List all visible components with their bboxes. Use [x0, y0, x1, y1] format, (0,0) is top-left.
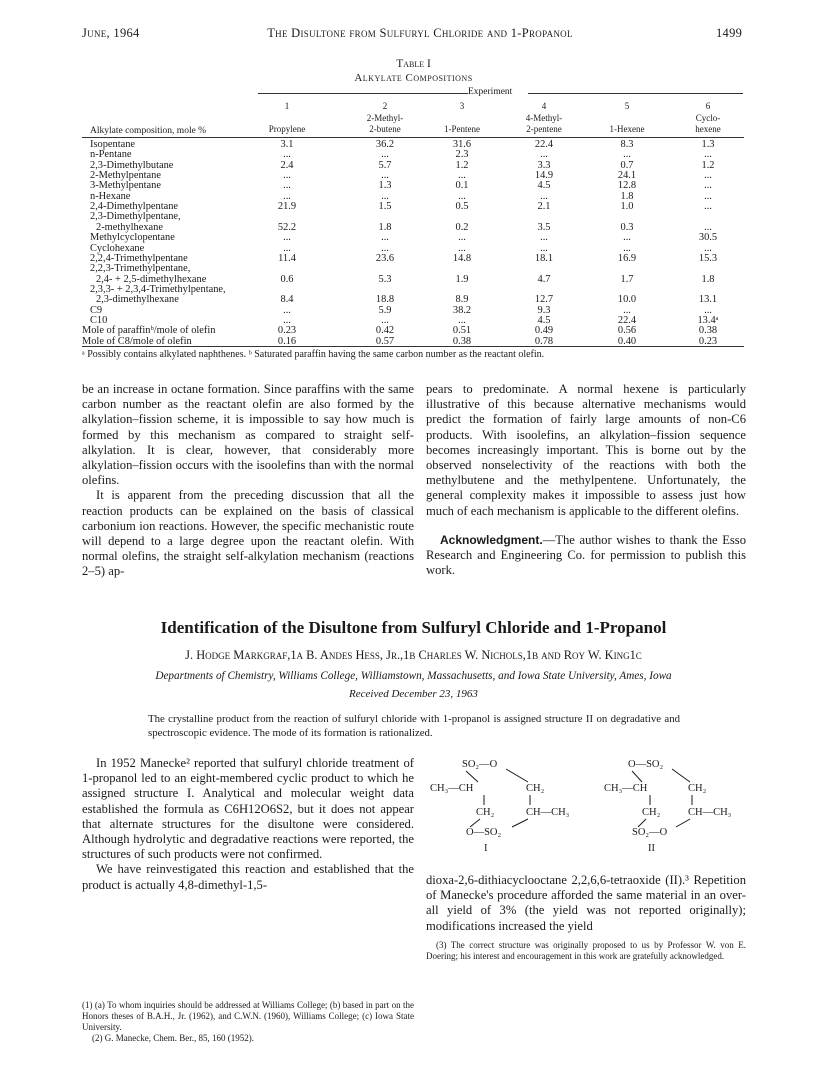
row-label: 2,3-Dimethylbutane	[90, 159, 174, 171]
table-cell: ...	[623, 149, 631, 161]
article-affiliation: Departments of Chemistry, Williams College, Williamstown, Massachusetts, and Iowa State University, Ames, Iowa	[155, 670, 672, 682]
table-cell: 30.5	[698, 232, 718, 244]
paragraph: In 1952 Manecke² reported that sulfuryl chloride treatment of 1-propanol led to an eight-membered cyclic product to which he assigned structure I. Analytical and molecular weight data established the formula as C6H12O6S2, but it does not appear that alternate structures for the disultone were considered. Although hydrolytic and degradative reactions were reported, the structures of such products were not confirmed.	[82, 756, 414, 862]
row-label: Cyclohexane	[90, 242, 145, 254]
table-cell: 38.2	[452, 304, 472, 316]
table-cell: 8.4	[280, 294, 294, 306]
table-cell: 0.51	[452, 325, 472, 337]
table-cell: ...	[623, 304, 631, 316]
table-cell: ...	[381, 242, 389, 254]
table-cell: 1.3	[378, 180, 392, 192]
paragraph: It is apparent from the preceding discussion that all the reaction products can be explained on the basis of classical carbonium ion reactions. However, the specific mechanistic route will depend to a large degree upon the reactant olefin. With normal olefins, the straight self-alkylation mechanism (reactions 2–5) ap-	[82, 488, 414, 579]
table-cell: 2.4	[280, 159, 294, 171]
structure-diagrams	[426, 755, 746, 867]
table-cell: ...	[540, 242, 548, 254]
table-cell: 3.3	[537, 159, 551, 171]
table-cell: ...	[704, 180, 712, 192]
article-authors: J. Hodge Markgraf,1a B. Andes Hess, Jr.,1b Charles W. Nichols,1b and Roy W. King1c	[185, 648, 642, 662]
table-footnote: ᵃ Possibly contains alkylated naphthenes. ᵇ Saturated paraffin having the same carbon number as the reactant olefin.	[82, 349, 545, 360]
table-cell: 0.1	[455, 180, 469, 192]
column-name: 2-Methyl- 2-butene	[366, 113, 404, 134]
row-header: Alkylate composition, mole %	[90, 126, 207, 136]
table-cell: ...	[540, 232, 548, 244]
paragraph: be an increase in octane formation. Since paraffins with the same carbon number as the reactant olefin are also formed by the alkylation–fission scheme, it is impossible to say how much is formed by this mechanism as compared to straight self-alkylation. It is clear, however, that considerably more alkylation–fission occurs with the isoolefins than with the normal olefins.	[82, 382, 414, 488]
table-cell: ...	[704, 221, 712, 233]
row-label: Methylcyclopentane	[90, 232, 175, 244]
table-cell: 0.40	[617, 335, 637, 347]
table-cell: ...	[704, 149, 712, 161]
row-label: Mole of paraffinᵇ/mole of olefin	[82, 325, 216, 337]
struct-I-atom: O—SO₂	[466, 827, 502, 838]
column-number: 3	[459, 101, 465, 111]
article-right-column	[426, 873, 746, 934]
table-cell: 0.56	[617, 325, 637, 337]
table-cell: 0.23	[277, 325, 297, 337]
column-number: 2	[382, 101, 388, 111]
received-date: Received December 23, 1963	[349, 688, 478, 700]
row-label: 2,2,4-Trimethylpentane	[90, 252, 188, 264]
table-cell: ...	[704, 190, 712, 202]
abstract: The crystalline product from the reaction of sulfuryl chloride with 1-propanol is assigned structure II on degradative and spectroscopic evidence. The mode of its formation is rationalized.	[148, 713, 680, 739]
table-cell: ...	[283, 242, 291, 254]
row-label: 2,3-dimethylhexane	[96, 294, 179, 306]
table-cell: ...	[283, 314, 291, 326]
table-cell: 5.3	[378, 273, 392, 285]
table-cell: 0.3	[620, 221, 634, 233]
column-name: Propylene	[268, 124, 306, 134]
table-cell: ...	[458, 242, 466, 254]
page-number: 1499	[716, 26, 743, 40]
paragraph: pears to predominate. A normal hexene is particularly illustrative of this because alternative mechanisms would predict the formation of fairly large amounts of non-C6 products. With isoolefins, an alkylation–fission sequence becomes increasingly important. This is borne out by the observed nonselectivity of the reactions with both the methylbutene and the methylpentene. Unfortunately, the general complexity makes it impossible to assess just how much of each mechanism is applicable to the different olefins.	[426, 382, 746, 518]
table-cell: 2.1	[537, 201, 551, 213]
body-right-column	[426, 382, 746, 578]
column-number: 5	[624, 101, 630, 111]
table-cell: 52.2	[277, 221, 297, 233]
table-cell: 0.2	[455, 221, 469, 233]
table-cell: 4.5	[537, 314, 551, 326]
table-cell: 21.9	[277, 201, 297, 213]
table-cell: ...	[458, 190, 466, 202]
table-cell: ...	[283, 304, 291, 316]
table-cell: 18.1	[534, 252, 554, 264]
table-cell: 2.3	[455, 149, 469, 161]
table-cell: 31.6	[452, 139, 472, 150]
acknowledgment-heading: Acknowledgment.	[440, 532, 543, 547]
row-label: 2,3,3- + 2,3,4-Trimethylpentane,	[90, 283, 226, 295]
column-name: 4-Methyl- 2-pentene	[525, 113, 563, 134]
experiment-label: Experiment	[468, 87, 513, 97]
table-cell: ...	[381, 232, 389, 244]
table-cell: ...	[704, 201, 712, 213]
table-cell: ...	[540, 149, 548, 161]
footnote: (1) (a) To whom inquiries should be addressed at Williams College; (b) based in part on the Honors theses of B.A.H., Jr. (1962), and C.W.N. (1960), Williams College; (c) Iowa State University.	[82, 1000, 414, 1032]
table-cell: ...	[283, 232, 291, 244]
table-cell: 4.5	[537, 180, 551, 192]
table-cell: 0.38	[452, 335, 472, 347]
table-cell: ...	[381, 149, 389, 161]
row-label: 2,3-Dimethylpentane,	[90, 211, 181, 223]
article-title: Identification of the Disultone from Sulfuryl Chloride and 1-Propanol	[160, 618, 667, 637]
row-label: 2,4-Dimethylpentane	[90, 201, 179, 213]
table-cell: ...	[381, 190, 389, 202]
table-cell: ...	[283, 190, 291, 202]
table-bottom-rule	[82, 346, 744, 347]
footnote: (2) G. Manecke, Chem. Ber., 85, 160 (1952).	[92, 1033, 254, 1043]
struct-I-atom: CH₂	[476, 807, 495, 818]
table-cell: 23.6	[375, 252, 395, 264]
struct-II-atom: CH₃—CH	[604, 783, 648, 794]
table-cell: 10.0	[617, 294, 637, 306]
table-cell: 1.7	[620, 273, 634, 285]
row-label: Isopentane	[90, 139, 136, 150]
table-cell: 22.4	[617, 314, 637, 326]
table-cell: 0.57	[375, 335, 395, 347]
table-cell: 0.49	[534, 325, 554, 337]
body-left-column	[82, 382, 414, 580]
table-cell: 1.8	[620, 190, 634, 202]
table-cell: 13.1	[698, 294, 718, 306]
table-cell: ...	[623, 242, 631, 254]
table-cell: 1.8	[378, 221, 392, 233]
table-cell: ...	[381, 170, 389, 182]
table-cell: 1.2	[455, 159, 469, 171]
table-cell: 0.23	[698, 335, 718, 347]
table-cell: 8.9	[455, 294, 469, 306]
table-cell: 1.3	[701, 139, 715, 150]
table-cell: 13.4ᵃ	[697, 314, 719, 326]
table-cell: 0.78	[534, 335, 554, 347]
row-label: 2-methylhexane	[96, 221, 163, 233]
acknowledgment-text: —The author wishes to thank the Esso Research and Engineering Co. for permission to publish this work.	[426, 532, 746, 578]
table-cell: ...	[704, 170, 712, 182]
table-cell: 0.6	[280, 273, 294, 285]
column-name: Cyclo- hexene	[695, 113, 721, 134]
table-cell: ...	[704, 242, 712, 254]
table-cell: 11.4	[278, 252, 296, 264]
footnotes-left	[82, 1000, 414, 1044]
table-cell: 12.8	[617, 180, 637, 192]
table-cell: 1.2	[701, 159, 715, 171]
table-cell: 18.8	[375, 294, 395, 306]
table-cell: 3.1	[280, 139, 294, 150]
column-name: 1-Pentene	[444, 124, 480, 134]
table-cell: ...	[283, 170, 291, 182]
experiment-rule-right	[528, 93, 743, 94]
row-label: 2,4- + 2,5-dimethylhexane	[96, 273, 207, 285]
table-cell: ...	[540, 190, 548, 202]
table-cell: 0.5	[455, 201, 469, 213]
struct-I-atom: CH₂	[526, 783, 545, 794]
column-number: 1	[284, 101, 290, 111]
row-label: 2,2,3-Trimethylpentane,	[90, 263, 191, 275]
table-cell: ...	[623, 232, 631, 244]
experiment-rule-left	[258, 93, 468, 94]
struct-II-label: II	[648, 843, 655, 854]
table-cell: 0.16	[277, 335, 297, 347]
struct-I-atom: SO₂—O	[462, 759, 498, 770]
table-cell: ...	[704, 304, 712, 316]
table-cell: 8.3	[620, 139, 634, 150]
row-label: 3-Methylpentane	[90, 180, 161, 192]
table-cell: 1.8	[701, 273, 715, 285]
table-cell: 9.3	[537, 304, 551, 316]
acknowledgment	[426, 533, 746, 579]
running-title: The Disultone from Sulfuryl Chloride and 1-Propanol	[267, 26, 573, 40]
struct-II-atom: CH₂	[642, 807, 661, 818]
struct-I-label: I	[484, 843, 488, 854]
table-cell: 3.5	[537, 221, 551, 233]
table-cell: ...	[458, 314, 466, 326]
table-cell: 4.7	[537, 273, 551, 285]
table-cell: 1.9	[455, 273, 469, 285]
paragraph: We have reinvestigated this reaction and established that the product is actually 4,8-dimethyl-1,5-	[82, 862, 414, 892]
table-cell: 12.7	[534, 294, 554, 306]
row-label: Mole of C8/mole of olefin	[82, 335, 192, 347]
footnote: (3) The correct structure was originally proposed to us by Professor W. von E. Doering; his interest and encouragement in this work are gratefully acknowledged.	[426, 940, 746, 961]
table-cell: ...	[458, 232, 466, 244]
struct-II-atom: CH₂	[688, 783, 707, 794]
table-cell: ...	[283, 180, 291, 192]
table-cell: ...	[381, 314, 389, 326]
table-cell: 15.3	[698, 252, 718, 264]
table-cell: 0.7	[620, 159, 634, 171]
row-label: n-Pentane	[90, 149, 132, 161]
column-number: 4	[541, 101, 547, 111]
table-cell: 24.1	[617, 170, 637, 182]
column-number: 6	[705, 101, 711, 111]
row-label: n-Hexane	[90, 190, 131, 202]
paragraph: dioxa-2,6-dithiacyclooctane 2,2,6,6-tetraoxide (II).³ Repetition of Manecke's procedure afforded the same material in an over-all yield of 3% (the yield was not reported originally); modifications increased the yield	[426, 873, 746, 933]
table-cell: 5.9	[378, 304, 392, 316]
struct-I-atom: CH—CH₃	[526, 807, 570, 818]
table-cell: 14.9	[534, 170, 554, 182]
table-cell: 1.0	[620, 201, 634, 213]
footnotes-right	[426, 940, 746, 962]
row-label: C10	[90, 314, 108, 326]
table-cell: 36.2	[375, 139, 395, 150]
table-cell: ...	[458, 170, 466, 182]
header-date: June, 1964	[82, 26, 140, 40]
table-cell: 1.5	[378, 201, 392, 213]
struct-II-atom: CH—CH₃	[688, 807, 732, 818]
article-left-column	[82, 756, 414, 893]
table-title: Table I	[396, 58, 431, 70]
table-caption: Alkylate Compositions	[354, 72, 473, 84]
struct-I-atom: CH₃—CH	[430, 783, 474, 794]
table-cell: 0.42	[375, 325, 395, 337]
row-label: C9	[90, 304, 103, 316]
struct-II-atom: SO₂—O	[632, 827, 668, 838]
row-label: 2-Methylpentane	[90, 170, 161, 182]
table-cell: 22.4	[534, 139, 554, 150]
struct-II-atom: O—SO₂	[628, 759, 664, 770]
column-name: 1-Hexene	[609, 124, 645, 134]
table-cell: ...	[283, 149, 291, 161]
table-cell: 0.38	[698, 325, 718, 337]
table-cell: 5.7	[378, 159, 392, 171]
table-cell: 16.9	[617, 252, 637, 264]
table-header-rule	[82, 137, 744, 138]
table-cell: 14.8	[452, 252, 472, 264]
